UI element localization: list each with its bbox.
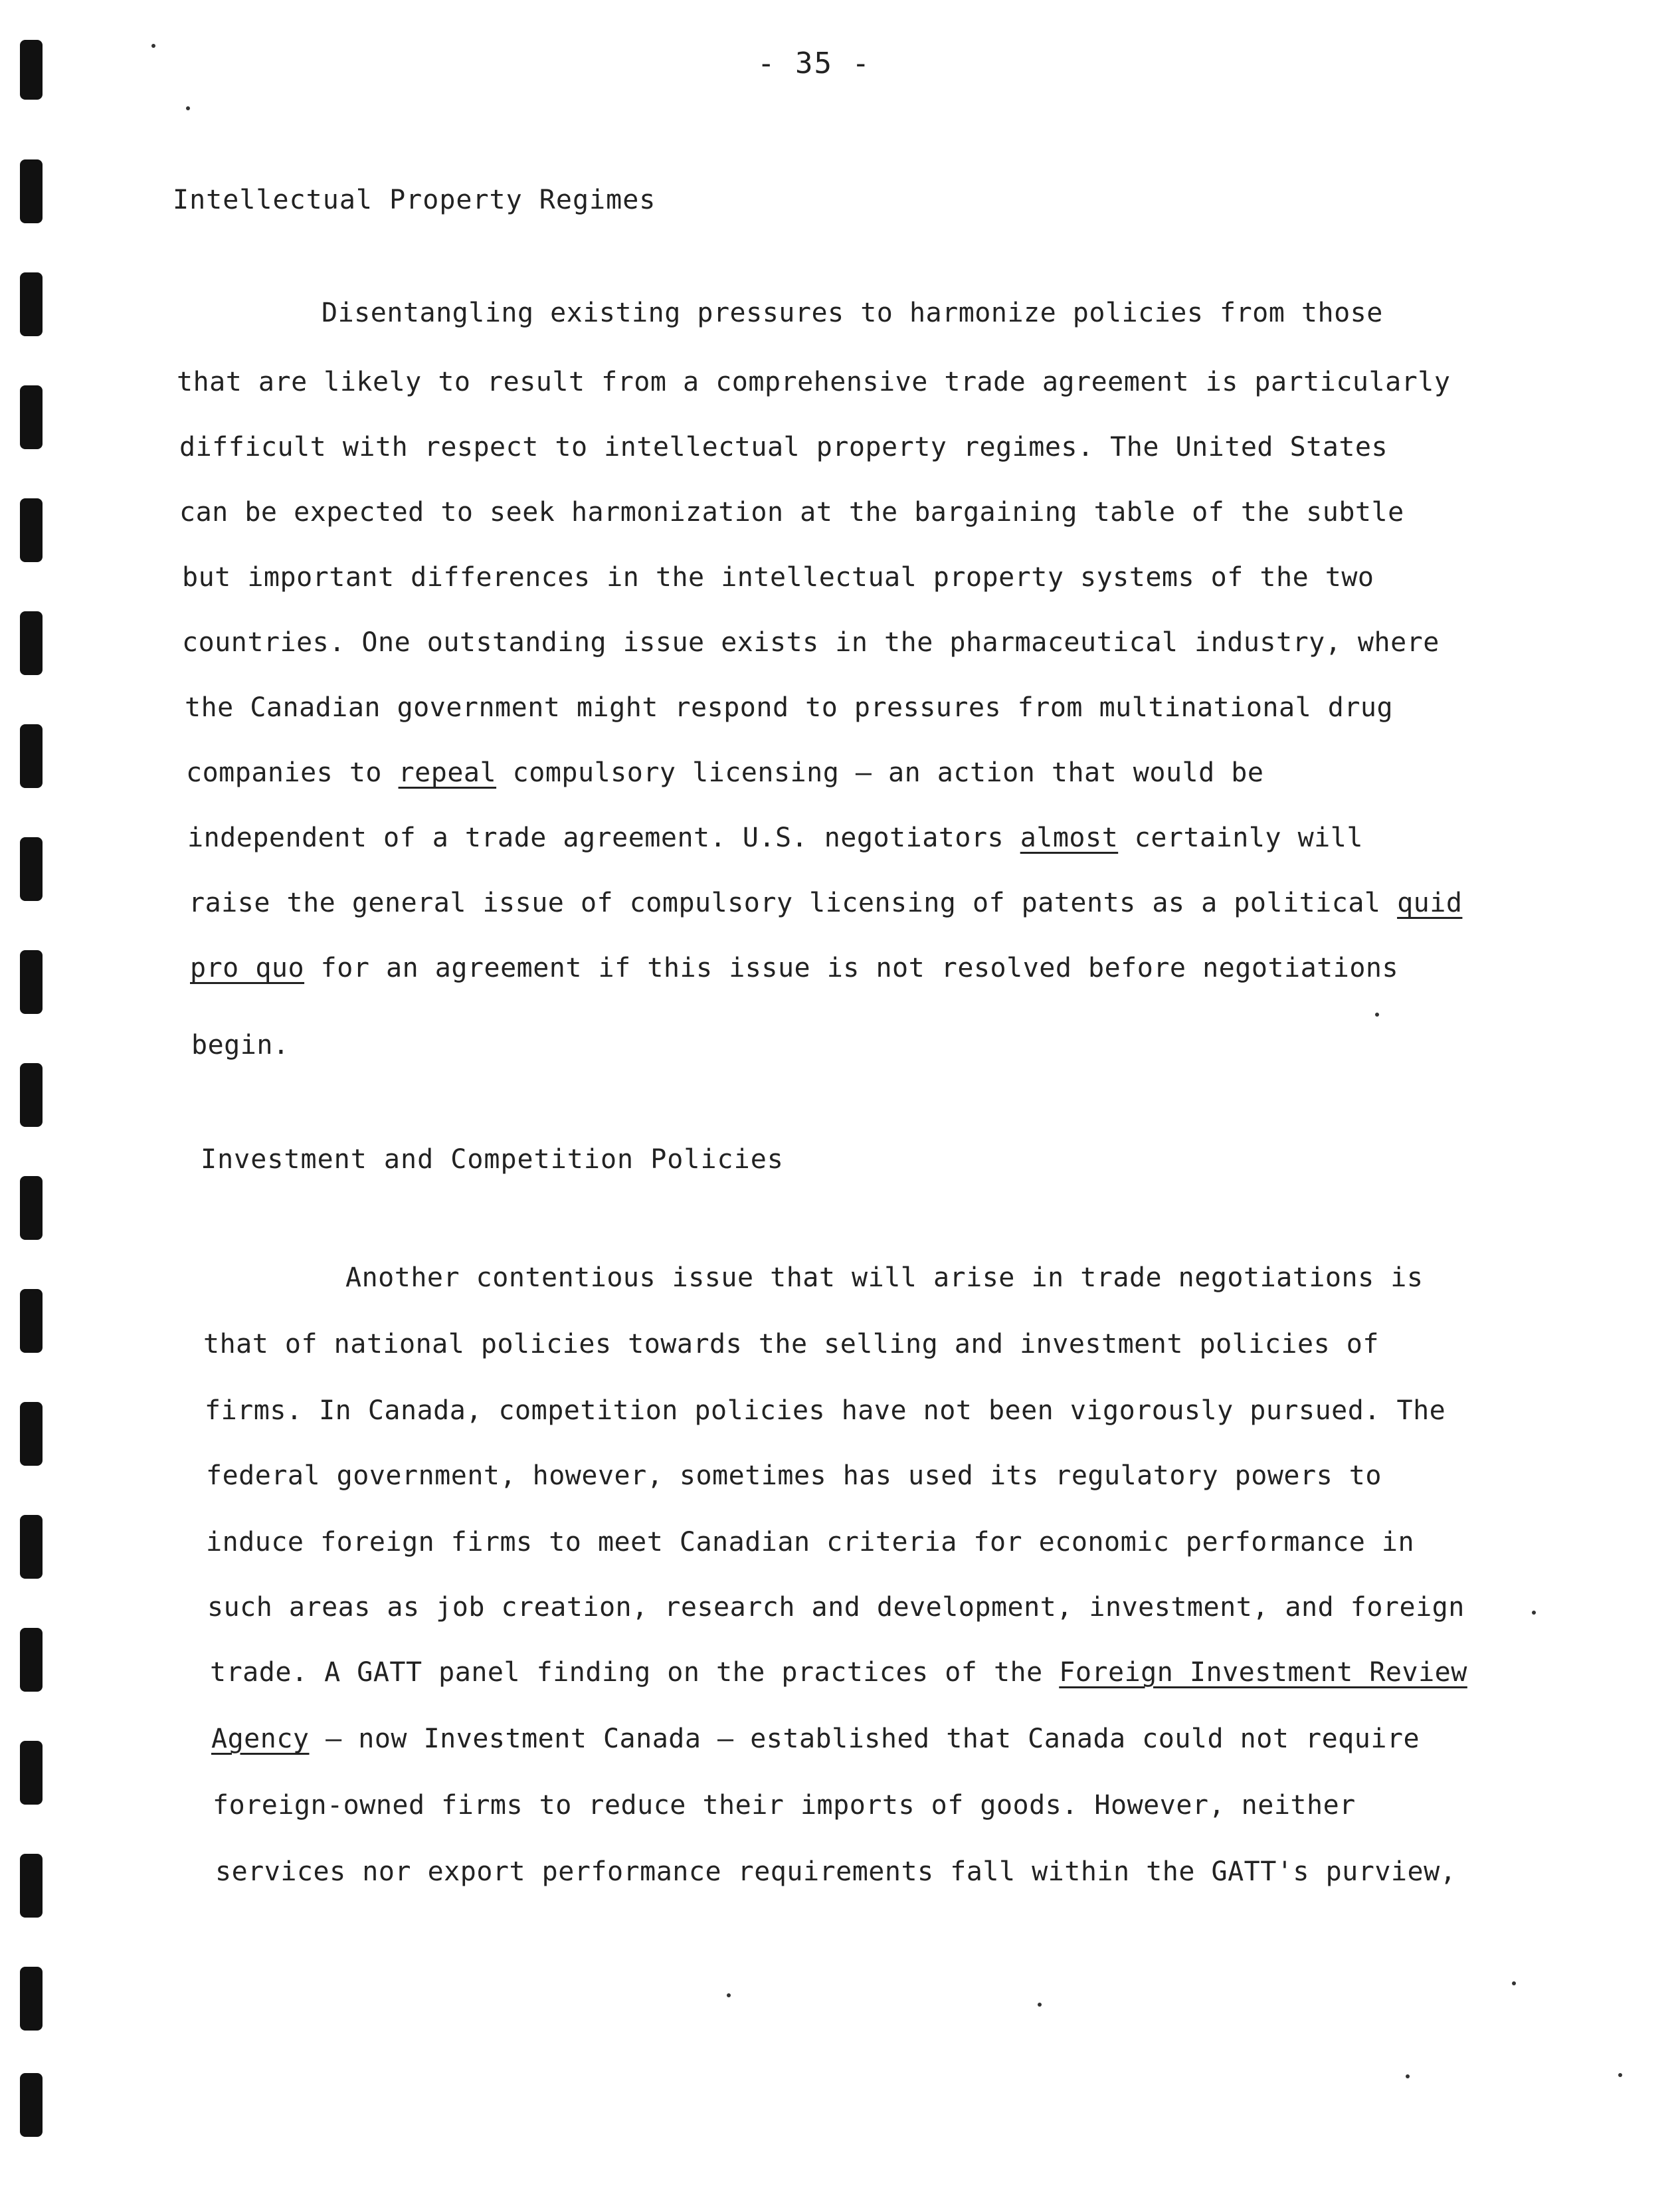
scan-speck-icon (727, 1993, 731, 1997)
paragraph-line: services nor export performance requirements fall within the GATT's purview, (215, 1856, 1457, 1887)
scan-speck-icon (151, 44, 155, 48)
underlined-phrase: quid (1397, 888, 1463, 918)
section-heading-investment-competition: Investment and Competition Policies (201, 1144, 784, 1175)
page-number: - 35 - (757, 47, 871, 80)
paragraph-line: can be expected to seek harmonization at the bargaining table of the subtle (179, 497, 1404, 528)
paragraph-line: that of national policies towards the selling and investment policies of (203, 1329, 1379, 1359)
binding-hole-icon (20, 1176, 43, 1240)
binding-hole-icon (20, 1628, 43, 1692)
binding-hole-icon (20, 724, 43, 788)
paragraph-line: independent of a trade agreement. U.S. negotiators almost certainly will (187, 823, 1363, 853)
paragraph-line: raise the general issue of compulsory licensing of patents as a political quid (189, 888, 1463, 918)
binding-hole-icon (20, 2073, 43, 2137)
binding-hole-icon (20, 1967, 43, 2031)
paragraph-line: trade. A GATT panel finding on the practices of the Foreign Investment Review (210, 1657, 1467, 1688)
paragraph-line: countries. One outstanding issue exists in the pharmaceutical industry, where (182, 627, 1440, 658)
scan-speck-icon (186, 106, 190, 110)
paragraph-line: Disentangling existing pressures to harmonize policies from those (322, 298, 1383, 328)
paragraph-line: begin. (191, 1030, 290, 1060)
paragraph-line: that are likely to result from a comprehensive trade agreement is particularly (177, 367, 1451, 397)
paragraph-line: but important differences in the intellectual property systems of the two (182, 562, 1374, 593)
paragraph-line: federal government, however, sometimes has used its regulatory powers to (206, 1460, 1382, 1491)
paragraph-line: the Canadian government might respond to pressures from multinational drug (185, 692, 1394, 723)
paragraph-line: difficult with respect to intellectual property regimes. The United States (179, 432, 1388, 462)
binding-hole-icon (20, 837, 43, 901)
binding-hole-icon (20, 1741, 43, 1805)
scan-speck-icon (1618, 2073, 1622, 2077)
paragraph-line: Agency — now Investment Canada — established that Canada could not require (211, 1724, 1420, 1754)
paragraph-line: such areas as job creation, research and development, investment, and foreign (207, 1592, 1465, 1623)
binding-hole-icon (20, 1289, 43, 1353)
binding-hole-icon (20, 1063, 43, 1127)
paragraph-line: firms. In Canada, competition policies have not been vigorously pursued. The (205, 1395, 1446, 1426)
paragraph-line: pro quo for an agreement if this issue is not resolved before negotiations (190, 953, 1399, 983)
paragraph-line: companies to repeal compulsory licensing — an action that would be (186, 757, 1264, 788)
underlined-word: repeal (398, 757, 497, 788)
paragraph-line: foreign-owned firms to reduce their imports of goods. However, neither (213, 1790, 1356, 1821)
paragraph-line: Another contentious issue that will arise in trade negotiations is (345, 1262, 1424, 1293)
binding-holes (20, 40, 47, 2153)
underlined-word: almost (1020, 823, 1119, 853)
scan-speck-icon (1038, 2003, 1042, 2007)
binding-hole-icon (20, 159, 43, 223)
scan-speck-icon (1406, 2074, 1410, 2078)
underlined-agency-name: Foreign Investment Review (1059, 1657, 1467, 1688)
binding-hole-icon (20, 1515, 43, 1579)
binding-hole-icon (20, 950, 43, 1014)
binding-hole-icon (20, 1854, 43, 1918)
binding-hole-icon (20, 385, 43, 449)
binding-hole-icon (20, 272, 43, 336)
scan-speck-icon (1375, 1013, 1379, 1017)
binding-hole-icon (20, 611, 43, 675)
scan-speck-icon (1532, 1611, 1536, 1615)
underlined-phrase: pro quo (190, 953, 305, 983)
paragraph-line: induce foreign firms to meet Canadian criteria for economic performance in (206, 1527, 1415, 1557)
section-heading-intellectual-property: Intellectual Property Regimes (173, 185, 656, 215)
binding-hole-icon (20, 1402, 43, 1466)
binding-hole-icon (20, 40, 43, 100)
scan-speck-icon (1512, 1981, 1516, 1985)
binding-hole-icon (20, 498, 43, 562)
underlined-agency-name: Agency (211, 1724, 310, 1754)
